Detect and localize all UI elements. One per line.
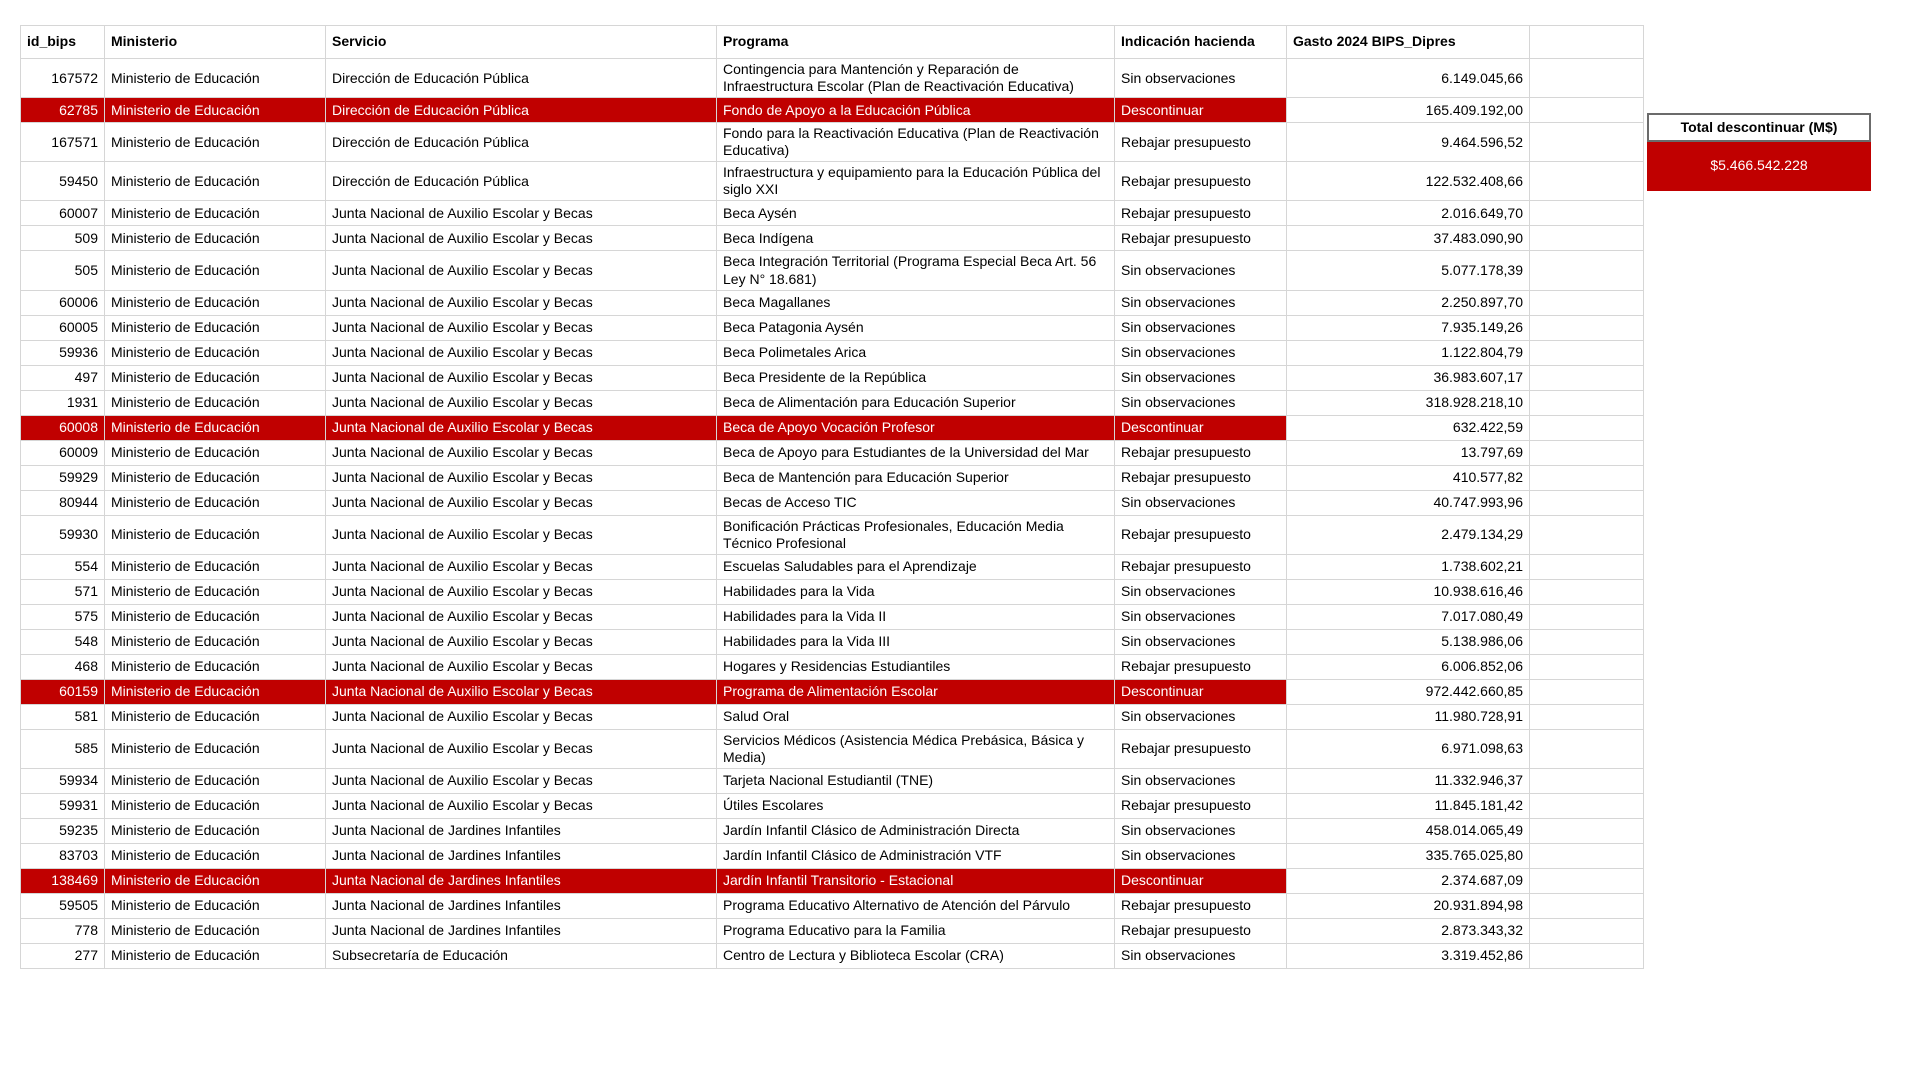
cell-indicacion-hacienda[interactable]: Rebajar presupuesto <box>1115 554 1287 579</box>
cell-id-bips[interactable]: 59930 <box>21 515 105 554</box>
cell-ministerio[interactable]: Ministerio de Educación <box>105 390 326 415</box>
cell-indicacion-hacienda[interactable]: Rebajar presupuesto <box>1115 893 1287 918</box>
cell-blank[interactable] <box>1530 465 1644 490</box>
cell-programa[interactable]: Jardín Infantil Clásico de Administración VTF <box>717 843 1115 868</box>
cell-servicio[interactable]: Junta Nacional de Auxilio Escolar y Becas <box>326 604 717 629</box>
cell-programa[interactable]: Hogares y Residencias Estudiantiles <box>717 654 1115 679</box>
cell-servicio[interactable]: Junta Nacional de Auxilio Escolar y Becas <box>326 226 717 251</box>
cell-indicacion-hacienda[interactable]: Sin observaciones <box>1115 768 1287 793</box>
cell-gasto[interactable]: 36.983.607,17 <box>1287 365 1530 390</box>
cell-servicio[interactable]: Junta Nacional de Jardines Infantiles <box>326 893 717 918</box>
cell-blank[interactable] <box>1530 943 1644 968</box>
cell-ministerio[interactable]: Ministerio de Educación <box>105 868 326 893</box>
cell-servicio[interactable]: Junta Nacional de Auxilio Escolar y Becas <box>326 290 717 315</box>
cell-blank[interactable] <box>1530 579 1644 604</box>
cell-gasto[interactable]: 7.017.080,49 <box>1287 604 1530 629</box>
table-row <box>21 251 1644 290</box>
cell-id-bips[interactable]: 1931 <box>21 390 105 415</box>
cell-programa[interactable]: Salud Oral <box>717 704 1115 729</box>
cell-servicio[interactable]: Dirección de Educación Pública <box>326 162 717 201</box>
cell-programa[interactable]: Tarjeta Nacional Estudiantil (TNE) <box>717 768 1115 793</box>
cell-programa[interactable]: Escuelas Saludables para el Aprendizaje <box>717 554 1115 579</box>
cell-indicacion-hacienda[interactable]: Rebajar presupuesto <box>1115 729 1287 768</box>
cell-blank[interactable] <box>1530 251 1644 290</box>
cell-id-bips[interactable]: 778 <box>21 918 105 943</box>
cell-blank[interactable] <box>1530 654 1644 679</box>
cell-id-bips[interactable]: 59450 <box>21 162 105 201</box>
table-row <box>21 98 1644 123</box>
cell-programa[interactable]: Jardín Infantil Clásico de Administración Directa <box>717 818 1115 843</box>
cell-ministerio[interactable]: Ministerio de Educación <box>105 251 326 290</box>
cell-gasto[interactable]: 11.332.946,37 <box>1287 768 1530 793</box>
cell-blank[interactable] <box>1530 679 1644 704</box>
cell-servicio[interactable]: Junta Nacional de Jardines Infantiles <box>326 918 717 943</box>
table-row <box>21 868 1644 893</box>
cell-blank[interactable] <box>1530 490 1644 515</box>
cell-servicio[interactable]: Subsecretaría de Educación <box>326 943 717 968</box>
cell-indicacion-hacienda[interactable]: Rebajar presupuesto <box>1115 440 1287 465</box>
spreadsheet-area <box>20 25 1644 969</box>
cell-id-bips[interactable]: 509 <box>21 226 105 251</box>
cell-blank[interactable] <box>1530 704 1644 729</box>
cell-indicacion-hacienda[interactable]: Sin observaciones <box>1115 251 1287 290</box>
cell-ministerio[interactable]: Ministerio de Educación <box>105 704 326 729</box>
cell-indicacion-hacienda[interactable]: Sin observaciones <box>1115 818 1287 843</box>
cell-gasto[interactable]: 410.577,82 <box>1287 465 1530 490</box>
cell-blank[interactable] <box>1530 365 1644 390</box>
cell-blank[interactable] <box>1530 315 1644 340</box>
column-header-ministerio[interactable]: Ministerio <box>105 26 326 59</box>
cell-id-bips[interactable]: 59929 <box>21 465 105 490</box>
cell-gasto[interactable]: 5.077.178,39 <box>1287 251 1530 290</box>
cell-programa[interactable]: Beca Indígena <box>717 226 1115 251</box>
cell-servicio[interactable]: Junta Nacional de Auxilio Escolar y Becas <box>326 315 717 340</box>
cell-id-bips[interactable]: 468 <box>21 654 105 679</box>
cell-id-bips[interactable]: 581 <box>21 704 105 729</box>
cell-ministerio[interactable]: Ministerio de Educación <box>105 729 326 768</box>
cell-id-bips[interactable]: 167572 <box>21 59 105 98</box>
cell-id-bips[interactable]: 83703 <box>21 843 105 868</box>
cell-ministerio[interactable]: Ministerio de Educación <box>105 943 326 968</box>
cell-gasto[interactable]: 2.250.897,70 <box>1287 290 1530 315</box>
table-row <box>21 59 1644 98</box>
cell-gasto[interactable]: 11.845.181,42 <box>1287 793 1530 818</box>
cell-programa[interactable]: Habilidades para la Vida <box>717 579 1115 604</box>
cell-blank[interactable] <box>1530 868 1644 893</box>
cell-gasto[interactable]: 37.483.090,90 <box>1287 226 1530 251</box>
cell-id-bips[interactable]: 80944 <box>21 490 105 515</box>
cell-ministerio[interactable]: Ministerio de Educación <box>105 768 326 793</box>
cell-blank[interactable] <box>1530 554 1644 579</box>
cell-indicacion-hacienda[interactable]: Sin observaciones <box>1115 290 1287 315</box>
cell-ministerio[interactable]: Ministerio de Educación <box>105 290 326 315</box>
cell-programa[interactable]: Bonificación Prácticas Profesionales, Educación Media Técnico Profesional <box>717 515 1115 554</box>
cell-programa[interactable]: Beca Polimetales Arica <box>717 340 1115 365</box>
table-row <box>21 490 1644 515</box>
cell-indicacion-hacienda[interactable]: Sin observaciones <box>1115 943 1287 968</box>
cell-ministerio[interactable]: Ministerio de Educación <box>105 554 326 579</box>
column-header-gasto-2024-bips-dipres[interactable]: Gasto 2024 BIPS_Dipres <box>1287 26 1530 59</box>
table-row <box>21 465 1644 490</box>
table-row <box>21 340 1644 365</box>
table-row <box>21 315 1644 340</box>
total-descontinuar-box <box>1647 113 1871 191</box>
cell-servicio[interactable]: Junta Nacional de Auxilio Escolar y Becas <box>326 768 717 793</box>
cell-indicacion-hacienda[interactable]: Rebajar presupuesto <box>1115 918 1287 943</box>
column-header-programa[interactable]: Programa <box>717 26 1115 59</box>
table-row <box>21 818 1644 843</box>
cell-indicacion-hacienda[interactable]: Rebajar presupuesto <box>1115 201 1287 226</box>
column-header-id-bips[interactable]: id_bips <box>21 26 105 59</box>
cell-programa[interactable]: Beca Aysén <box>717 201 1115 226</box>
cell-gasto[interactable]: 2.479.134,29 <box>1287 515 1530 554</box>
cell-id-bips[interactable]: 60009 <box>21 440 105 465</box>
cell-ministerio[interactable]: Ministerio de Educación <box>105 654 326 679</box>
cell-servicio[interactable]: Junta Nacional de Auxilio Escolar y Becas <box>326 793 717 818</box>
cell-blank[interactable] <box>1530 162 1644 201</box>
cell-blank[interactable] <box>1530 390 1644 415</box>
cell-servicio[interactable]: Junta Nacional de Auxilio Escolar y Becas <box>326 729 717 768</box>
cell-servicio[interactable]: Junta Nacional de Jardines Infantiles <box>326 843 717 868</box>
cell-id-bips[interactable]: 59235 <box>21 818 105 843</box>
cell-gasto[interactable]: 1.122.804,79 <box>1287 340 1530 365</box>
table-row <box>21 162 1644 201</box>
cell-indicacion-hacienda[interactable]: Sin observaciones <box>1115 604 1287 629</box>
cell-ministerio[interactable]: Ministerio de Educación <box>105 365 326 390</box>
cell-gasto[interactable]: 2.016.649,70 <box>1287 201 1530 226</box>
cell-ministerio[interactable]: Ministerio de Educación <box>105 59 326 98</box>
header-row <box>21 26 1644 59</box>
cell-gasto[interactable]: 6.971.098,63 <box>1287 729 1530 768</box>
table-row <box>21 629 1644 654</box>
cell-indicacion-hacienda[interactable]: Rebajar presupuesto <box>1115 515 1287 554</box>
cell-programa[interactable]: Beca de Apoyo para Estudiantes de la Universidad del Mar <box>717 440 1115 465</box>
cell-ministerio[interactable]: Ministerio de Educación <box>105 579 326 604</box>
cell-programa[interactable]: Programa Educativo Alternativo de Atención del Párvulo <box>717 893 1115 918</box>
cell-gasto[interactable]: 9.464.596,52 <box>1287 123 1530 162</box>
cell-servicio[interactable]: Junta Nacional de Auxilio Escolar y Becas <box>326 415 717 440</box>
cell-servicio[interactable]: Junta Nacional de Auxilio Escolar y Becas <box>326 554 717 579</box>
cell-indicacion-hacienda[interactable]: Sin observaciones <box>1115 315 1287 340</box>
cell-ministerio[interactable]: Ministerio de Educación <box>105 440 326 465</box>
cell-blank[interactable] <box>1530 818 1644 843</box>
cell-programa[interactable]: Beca de Apoyo Vocación Profesor <box>717 415 1115 440</box>
cell-servicio[interactable]: Junta Nacional de Auxilio Escolar y Becas <box>326 390 717 415</box>
cell-ministerio[interactable]: Ministerio de Educación <box>105 465 326 490</box>
cell-servicio[interactable]: Junta Nacional de Auxilio Escolar y Becas <box>326 629 717 654</box>
cell-id-bips[interactable]: 59931 <box>21 793 105 818</box>
table-row <box>21 554 1644 579</box>
cell-gasto[interactable]: 1.738.602,21 <box>1287 554 1530 579</box>
cell-gasto[interactable]: 13.797,69 <box>1287 440 1530 465</box>
cell-programa[interactable]: Servicios Médicos (Asistencia Médica Prebásica, Básica y Media) <box>717 729 1115 768</box>
cell-indicacion-hacienda[interactable]: Descontinuar <box>1115 679 1287 704</box>
cell-id-bips[interactable]: 60006 <box>21 290 105 315</box>
cell-programa[interactable]: Beca de Mantención para Educación Superior <box>717 465 1115 490</box>
cell-ministerio[interactable]: Ministerio de Educación <box>105 123 326 162</box>
cell-ministerio[interactable]: Ministerio de Educación <box>105 490 326 515</box>
table-row <box>21 729 1644 768</box>
cell-servicio[interactable]: Junta Nacional de Auxilio Escolar y Becas <box>326 704 717 729</box>
cell-id-bips[interactable]: 59505 <box>21 893 105 918</box>
cell-ministerio[interactable]: Ministerio de Educación <box>105 98 326 123</box>
cell-servicio[interactable]: Dirección de Educación Pública <box>326 98 717 123</box>
cell-gasto[interactable]: 7.935.149,26 <box>1287 315 1530 340</box>
cell-id-bips[interactable]: 60005 <box>21 315 105 340</box>
total-descontinuar-label[interactable]: Total descontinuar (M$) <box>1647 113 1871 142</box>
cell-id-bips[interactable]: 59936 <box>21 340 105 365</box>
table-row <box>21 290 1644 315</box>
cell-id-bips[interactable]: 60159 <box>21 679 105 704</box>
cell-programa[interactable]: Becas de Acceso TIC <box>717 490 1115 515</box>
cell-blank[interactable] <box>1530 340 1644 365</box>
cell-programa[interactable]: Beca Magallanes <box>717 290 1115 315</box>
cell-servicio[interactable]: Junta Nacional de Auxilio Escolar y Becas <box>326 440 717 465</box>
cell-blank[interactable] <box>1530 604 1644 629</box>
cell-indicacion-hacienda[interactable]: Sin observaciones <box>1115 629 1287 654</box>
cell-gasto[interactable]: 122.532.408,66 <box>1287 162 1530 201</box>
cell-blank[interactable] <box>1530 768 1644 793</box>
cell-programa[interactable]: Fondo para la Reactivación Educativa (Plan de Reactivación Educativa) <box>717 123 1115 162</box>
cell-gasto[interactable]: 40.747.993,96 <box>1287 490 1530 515</box>
cell-servicio[interactable]: Junta Nacional de Auxilio Escolar y Becas <box>326 515 717 554</box>
cell-ministerio[interactable]: Ministerio de Educación <box>105 515 326 554</box>
cell-gasto[interactable]: 20.931.894,98 <box>1287 893 1530 918</box>
cell-ministerio[interactable]: Ministerio de Educación <box>105 340 326 365</box>
cell-indicacion-hacienda[interactable]: Sin observaciones <box>1115 390 1287 415</box>
cell-programa[interactable]: Centro de Lectura y Biblioteca Escolar (CRA) <box>717 943 1115 968</box>
table-row <box>21 201 1644 226</box>
cell-ministerio[interactable]: Ministerio de Educación <box>105 893 326 918</box>
cell-programa[interactable]: Beca Patagonia Aysén <box>717 315 1115 340</box>
cell-id-bips[interactable]: 585 <box>21 729 105 768</box>
cell-programa[interactable]: Beca Integración Territorial (Programa Especial Beca Art. 56 Ley N° 18.681) <box>717 251 1115 290</box>
cell-id-bips[interactable]: 59934 <box>21 768 105 793</box>
cell-gasto[interactable]: 11.980.728,91 <box>1287 704 1530 729</box>
column-header-blank[interactable] <box>1530 26 1644 59</box>
cell-blank[interactable] <box>1530 440 1644 465</box>
cell-indicacion-hacienda[interactable]: Rebajar presupuesto <box>1115 654 1287 679</box>
cell-id-bips[interactable]: 575 <box>21 604 105 629</box>
cell-indicacion-hacienda[interactable]: Sin observaciones <box>1115 490 1287 515</box>
cell-blank[interactable] <box>1530 290 1644 315</box>
cell-gasto[interactable]: 5.138.986,06 <box>1287 629 1530 654</box>
cell-id-bips[interactable]: 62785 <box>21 98 105 123</box>
cell-gasto[interactable]: 10.938.616,46 <box>1287 579 1530 604</box>
cell-ministerio[interactable]: Ministerio de Educación <box>105 843 326 868</box>
table-body <box>21 59 1644 969</box>
cell-servicio[interactable]: Junta Nacional de Jardines Infantiles <box>326 868 717 893</box>
cell-servicio[interactable]: Junta Nacional de Auxilio Escolar y Becas <box>326 679 717 704</box>
table-row <box>21 679 1644 704</box>
cell-id-bips[interactable]: 554 <box>21 554 105 579</box>
cell-ministerio[interactable]: Ministerio de Educación <box>105 918 326 943</box>
cell-ministerio[interactable]: Ministerio de Educación <box>105 679 326 704</box>
cell-ministerio[interactable]: Ministerio de Educación <box>105 793 326 818</box>
column-header-indicacion-hacienda[interactable]: Indicación hacienda <box>1115 26 1287 59</box>
cell-id-bips[interactable]: 505 <box>21 251 105 290</box>
cell-indicacion-hacienda[interactable]: Rebajar presupuesto <box>1115 226 1287 251</box>
cell-servicio[interactable]: Junta Nacional de Auxilio Escolar y Becas <box>326 365 717 390</box>
cell-blank[interactable] <box>1530 629 1644 654</box>
cell-blank[interactable] <box>1530 729 1644 768</box>
cell-id-bips[interactable]: 277 <box>21 943 105 968</box>
cell-blank[interactable] <box>1530 201 1644 226</box>
cell-blank[interactable] <box>1530 98 1644 123</box>
table-row <box>21 579 1644 604</box>
cell-gasto[interactable]: 335.765.025,80 <box>1287 843 1530 868</box>
cell-servicio[interactable]: Junta Nacional de Jardines Infantiles <box>326 818 717 843</box>
table-row <box>21 390 1644 415</box>
table-row <box>21 415 1644 440</box>
cell-servicio[interactable]: Junta Nacional de Auxilio Escolar y Becas <box>326 201 717 226</box>
cell-indicacion-hacienda[interactable]: Descontinuar <box>1115 98 1287 123</box>
cell-programa[interactable]: Beca de Alimentación para Educación Superior <box>717 390 1115 415</box>
cell-indicacion-hacienda[interactable]: Rebajar presupuesto <box>1115 465 1287 490</box>
cell-programa[interactable]: Beca Presidente de la República <box>717 365 1115 390</box>
cell-ministerio[interactable]: Ministerio de Educación <box>105 818 326 843</box>
cell-gasto[interactable]: 458.014.065,49 <box>1287 818 1530 843</box>
cell-ministerio[interactable]: Ministerio de Educación <box>105 226 326 251</box>
cell-gasto[interactable]: 2.873.343,32 <box>1287 918 1530 943</box>
cell-programa[interactable]: Programa Educativo para la Familia <box>717 918 1115 943</box>
table-row <box>21 704 1644 729</box>
cell-servicio[interactable]: Junta Nacional de Auxilio Escolar y Becas <box>326 340 717 365</box>
cell-blank[interactable] <box>1530 415 1644 440</box>
cell-id-bips[interactable]: 571 <box>21 579 105 604</box>
cell-indicacion-hacienda[interactable]: Rebajar presupuesto <box>1115 793 1287 818</box>
cell-blank[interactable] <box>1530 515 1644 554</box>
cell-ministerio[interactable]: Ministerio de Educación <box>105 315 326 340</box>
cell-indicacion-hacienda[interactable]: Descontinuar <box>1115 415 1287 440</box>
cell-gasto[interactable]: 6.006.852,06 <box>1287 654 1530 679</box>
total-descontinuar-value[interactable]: $5.466.542.228 <box>1647 142 1871 191</box>
table-row <box>21 604 1644 629</box>
cell-indicacion-hacienda[interactable]: Sin observaciones <box>1115 843 1287 868</box>
cell-ministerio[interactable]: Ministerio de Educación <box>105 162 326 201</box>
cell-ministerio[interactable]: Ministerio de Educación <box>105 629 326 654</box>
table-row <box>21 365 1644 390</box>
cell-blank[interactable] <box>1530 793 1644 818</box>
cell-programa[interactable]: Jardín Infantil Transitorio - Estacional <box>717 868 1115 893</box>
cell-blank[interactable] <box>1530 893 1644 918</box>
budget-table <box>20 25 1644 969</box>
cell-servicio[interactable]: Junta Nacional de Auxilio Escolar y Becas <box>326 465 717 490</box>
cell-servicio[interactable]: Junta Nacional de Auxilio Escolar y Becas <box>326 654 717 679</box>
cell-indicacion-hacienda[interactable]: Rebajar presupuesto <box>1115 123 1287 162</box>
table-row <box>21 943 1644 968</box>
cell-servicio[interactable]: Dirección de Educación Pública <box>326 123 717 162</box>
cell-indicacion-hacienda[interactable]: Sin observaciones <box>1115 340 1287 365</box>
cell-indicacion-hacienda[interactable]: Sin observaciones <box>1115 59 1287 98</box>
cell-programa[interactable]: Fondo de Apoyo a la Educación Pública <box>717 98 1115 123</box>
table-row <box>21 226 1644 251</box>
cell-ministerio[interactable]: Ministerio de Educación <box>105 415 326 440</box>
cell-programa[interactable]: Habilidades para la Vida II <box>717 604 1115 629</box>
cell-programa[interactable]: Contingencia para Mantención y Reparación de Infraestructura Escolar (Plan de Reactivación Educativa) <box>717 59 1115 98</box>
cell-programa[interactable]: Programa de Alimentación Escolar <box>717 679 1115 704</box>
cell-programa[interactable]: Útiles Escolares <box>717 793 1115 818</box>
cell-id-bips[interactable]: 497 <box>21 365 105 390</box>
cell-gasto[interactable]: 2.374.687,09 <box>1287 868 1530 893</box>
cell-id-bips[interactable]: 138469 <box>21 868 105 893</box>
table-row <box>21 793 1644 818</box>
table-row <box>21 768 1644 793</box>
cell-id-bips[interactable]: 167571 <box>21 123 105 162</box>
cell-programa[interactable]: Infraestructura y equipamiento para la Educación Pública del siglo XXI <box>717 162 1115 201</box>
cell-ministerio[interactable]: Ministerio de Educación <box>105 201 326 226</box>
cell-servicio[interactable]: Junta Nacional de Auxilio Escolar y Becas <box>326 490 717 515</box>
cell-id-bips[interactable]: 548 <box>21 629 105 654</box>
cell-blank[interactable] <box>1530 59 1644 98</box>
cell-id-bips[interactable]: 60008 <box>21 415 105 440</box>
column-header-servicio[interactable]: Servicio <box>326 26 717 59</box>
cell-blank[interactable] <box>1530 918 1644 943</box>
cell-gasto[interactable]: 972.442.660,85 <box>1287 679 1530 704</box>
cell-id-bips[interactable]: 60007 <box>21 201 105 226</box>
cell-gasto[interactable]: 3.319.452,86 <box>1287 943 1530 968</box>
cell-blank[interactable] <box>1530 226 1644 251</box>
table-row <box>21 515 1644 554</box>
cell-blank[interactable] <box>1530 843 1644 868</box>
cell-blank[interactable] <box>1530 123 1644 162</box>
cell-servicio[interactable]: Junta Nacional de Auxilio Escolar y Becas <box>326 579 717 604</box>
table-row <box>21 918 1644 943</box>
table-row <box>21 123 1644 162</box>
cell-ministerio[interactable]: Ministerio de Educación <box>105 604 326 629</box>
cell-indicacion-hacienda[interactable]: Sin observaciones <box>1115 579 1287 604</box>
table-row <box>21 440 1644 465</box>
cell-gasto[interactable]: 632.422,59 <box>1287 415 1530 440</box>
cell-gasto[interactable]: 6.149.045,66 <box>1287 59 1530 98</box>
cell-indicacion-hacienda[interactable]: Descontinuar <box>1115 868 1287 893</box>
cell-programa[interactable]: Habilidades para la Vida III <box>717 629 1115 654</box>
cell-indicacion-hacienda[interactable]: Sin observaciones <box>1115 704 1287 729</box>
table-row <box>21 843 1644 868</box>
cell-servicio[interactable]: Junta Nacional de Auxilio Escolar y Becas <box>326 251 717 290</box>
table-row <box>21 654 1644 679</box>
cell-servicio[interactable]: Dirección de Educación Pública <box>326 59 717 98</box>
table-row <box>21 893 1644 918</box>
cell-indicacion-hacienda[interactable]: Rebajar presupuesto <box>1115 162 1287 201</box>
cell-gasto[interactable]: 165.409.192,00 <box>1287 98 1530 123</box>
cell-gasto[interactable]: 318.928.218,10 <box>1287 390 1530 415</box>
cell-indicacion-hacienda[interactable]: Sin observaciones <box>1115 365 1287 390</box>
